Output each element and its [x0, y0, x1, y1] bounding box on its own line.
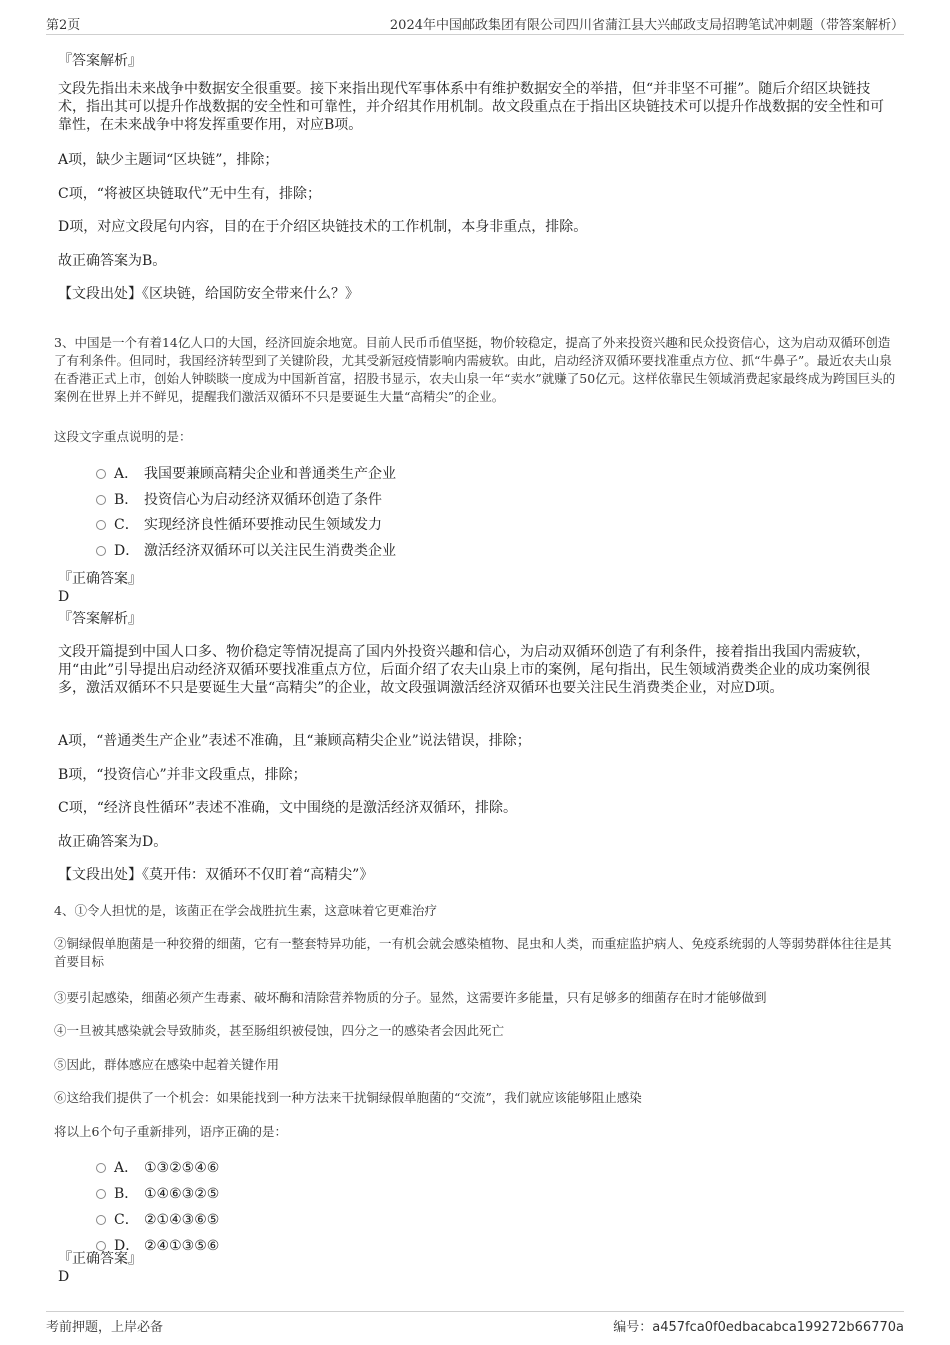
- radio-button-icon[interactable]: [96, 520, 106, 530]
- question-4-option-c[interactable]: C． ②①④③⑥⑤: [96, 1211, 219, 1229]
- page-number: 第2页: [46, 18, 81, 33]
- analysis-option-b: B项，“投资信心”并非文段重点，排除；: [58, 767, 307, 783]
- footer-slogan: 考前押题，上岸必备: [46, 1320, 164, 1335]
- answer-statement: 故正确答案为D。: [58, 834, 168, 850]
- analysis-option-c: C项，“经济良性循环”表述不准确，文中围绕的是激活经济双循环，排除。: [58, 800, 518, 816]
- question-3-option-b[interactable]: B． 投资信心为启动经济双循环创造了条件: [96, 491, 382, 509]
- analysis-paragraph: 文段先指出未来战争中数据安全很重要。接下来指出现代军事体系中有维护数据安全的举措，但“并非坚不可摧”。随后介绍区块链技术，指出其可以提升作战数据的安全性和可靠性，并介绍其作用机制。故文段重点在于指出区块链技术可以提升作战数据的安全性和可靠性，在未来战争中将发挥重要作用，对应B项。: [58, 81, 884, 133]
- correct-answer-value: D: [58, 1269, 70, 1285]
- analysis-label: 『答案解析』: [58, 611, 142, 627]
- correct-answer-label: 『正确答案』: [58, 571, 142, 587]
- page-footer: [46, 1311, 904, 1336]
- source-citation: 【文段出处】《区块链，给国防安全带来什么？》: [58, 286, 359, 302]
- radio-button-icon[interactable]: [96, 1189, 106, 1199]
- question-4-sentence-6: ⑥这给我们提供了一个机会：如果能找到一种方法来干扰铜绿假单胞菌的“交流”，我们就应该能够阻止感染: [54, 1090, 642, 1105]
- question-4-sentence-3: ③要引起感染，细菌必须产生毒素、破坏酶和清除营养物质的分子。显然，这需要许多能量，只有足够多的细菌存在时才能够做到: [54, 990, 767, 1005]
- radio-button-icon[interactable]: [96, 495, 106, 505]
- analysis-option-a: A项，“普通类生产企业”表述不准确，且“兼顾高精尖企业”说法错误，排除；: [58, 733, 531, 749]
- correct-answer-label: 『正确答案』: [58, 1251, 142, 1267]
- question-3-stem: 3、中国是一个有着14亿人口的大国，经济回旋余地宽。目前人民币币值坚挺，物价较稳定，提高了外来投资兴趣和民众投资信心，这为启动双循环创造了有利条件。但同时，我国经济转型到了关键阶段，尤其受新冠疫情影响内需疲软。由此，启动经济双循环要找准重点方位、抓“牛鼻子”。最近农夫山泉在香港正式上市，创始人钟睒睒一度成为中国新首富，招股书显示，农夫山泉一年“卖水”就赚了50亿元。这样依靠民生领域消费起家最终成为跨国巨头的案例在世界上并不鲜见，提醒我们激活双循环不只是要诞生大量“高精尖”的企业。: [54, 335, 896, 404]
- question-4-prompt: 将以上6个句子重新排列，语序正确的是：: [54, 1124, 287, 1139]
- question-4-option-a[interactable]: A． ①③②⑤④⑥: [96, 1159, 219, 1177]
- radio-button-icon[interactable]: [96, 1163, 106, 1173]
- question-4-sentence-4: ④一旦被其感染就会导致肺炎，甚至肠组织被侵蚀，四分之一的感染者会因此死亡: [54, 1023, 505, 1038]
- analysis-option-c: C项，“将被区块链取代”无中生有，排除；: [58, 186, 322, 202]
- document-code: 编号：a457fca0f0edbacabca199272b66770a: [613, 1320, 904, 1335]
- question-4-sentence-5: ⑤因此，群体感应在感染中起着关键作用: [54, 1057, 280, 1072]
- question-3-prompt: 这段文字重点说明的是：: [54, 429, 192, 444]
- question-4-sentence-1: 4、①令人担忧的是，该菌正在学会战胜抗生素，这意味着它更难治疗: [54, 903, 437, 918]
- question-4-option-b[interactable]: B． ①④⑥③②⑤: [96, 1185, 219, 1203]
- source-citation: 【文段出处】《莫开伟：双循环不仅盯着“高精尖”》: [58, 867, 374, 883]
- radio-button-icon[interactable]: [96, 1215, 106, 1225]
- analysis-label: 『答案解析』: [58, 53, 142, 69]
- question-4-sentence-2: ②铜绿假单胞菌是一种狡猾的细菌，它有一整套特异功能，一有机会就会感染植物、昆虫和人类，而重症监护病人、免疫系统弱的人等弱势群体往往是其首要目标: [54, 936, 892, 969]
- analysis-option-d: D项，对应文段尾句内容，目的在于介绍区块链技术的工作机制，本身非重点，排除。: [58, 219, 588, 235]
- radio-button-icon[interactable]: [96, 469, 106, 479]
- answer-statement: 故正确答案为B。: [58, 253, 167, 269]
- question-3-option-d[interactable]: D． 激活经济双循环可以关注民生消费类企业: [96, 542, 396, 560]
- radio-button-icon[interactable]: [96, 546, 106, 556]
- page-header: [46, 14, 904, 35]
- question-3-option-a[interactable]: A． 我国要兼顾高精尖企业和普通类生产企业: [96, 465, 396, 483]
- question-4-option-d[interactable]: D． ②④①③⑤⑥: [96, 1237, 219, 1255]
- analysis-paragraph: 文段开篇提到中国人口多、物价稳定等情况提高了国内外投资兴趣和信心，为启动双循环创造了有利条件，接着指出我国内需疲软，用“由此”引导提出启动经济双循环要找准重点方位，后面介绍了农夫山泉上市的案例，尾句指出，民生领域消费类企业的成功案例很多，激活双循环不只是要诞生大量“高精尖”的企业，故文段强调激活经济双循环也要关注民生消费类企业，对应D项。: [58, 644, 871, 696]
- correct-answer-value: D: [58, 589, 70, 605]
- question-3-option-c[interactable]: C． 实现经济良性循环要推动民生领域发力: [96, 516, 382, 534]
- document-title: 2024年中国邮政集团有限公司四川省蒲江县大兴邮政支局招聘笔试冲刺题（带答案解析）: [389, 18, 904, 33]
- analysis-option-a: A项，缺少主题词“区块链”，排除；: [58, 152, 279, 168]
